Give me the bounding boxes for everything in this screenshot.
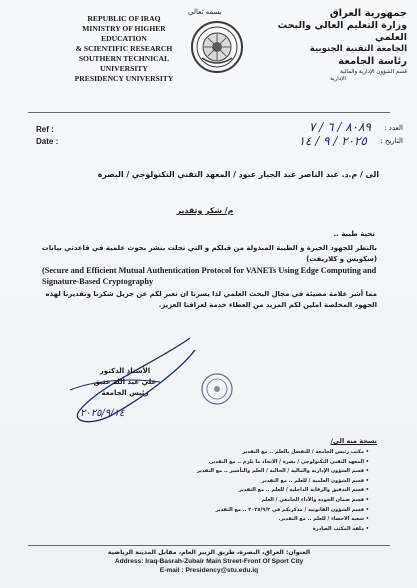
date-value: ٢٠٢٥ / ٩ / ١٤: [298, 134, 367, 148]
cc-item: • قسم الشؤون العلمية / للعلم .. مع التقدير: [69, 477, 369, 487]
bismillah: بسمه تعالى: [188, 8, 222, 16]
body-paragraph-1: بالنظر للجهود الخيرة و الطيبة المبذولة من قبلكم و التي تجلت بنشر بحوث علمية في قاعدتي بيانات (سكوبس و كلاريفت): [41, 244, 377, 263]
signatory-line: رئيس الجامعة: [101, 389, 149, 397]
number-value: ٨٠٨٩ / ٦ / ٧: [308, 120, 371, 134]
signature-date: ٢٠٢٥/٩/١٤: [80, 408, 125, 419]
subject: م/ شكر وتقدير: [176, 206, 234, 215]
number-label: العدد :: [384, 124, 403, 132]
header-en-line: MINISTRY OF HIGHER EDUCATION: [82, 24, 166, 43]
date-label: Date :: [36, 137, 59, 146]
signatory-line: الأستاذ الدكتور: [99, 367, 151, 375]
footer-arabic-address: العنوان: العراق، البصرة، طريق الزبير العام، مقابل المدينة الرياضية: [107, 549, 311, 556]
footer-rule: [28, 545, 390, 546]
cc-title: نسخة منه الى/: [330, 437, 377, 445]
header-ar-line: جمهورية العراق: [329, 8, 407, 19]
official-stamp: [200, 372, 234, 406]
header-ar-line: قسم الشؤون الإدارية والمالية: [340, 69, 407, 75]
signatory-block: [70, 366, 180, 399]
header-ar-line: وزارة التعليم العالي والبحث العلمي: [277, 20, 407, 43]
header-ar-line: الجامعة التقنية الجنوبية: [309, 44, 407, 54]
header-en-line: REPUBLIC OF IRAQ: [87, 14, 161, 23]
research-title: (Secure and Efficient Mutual Authentication Protocol for VANETs Using Edge Computing and Signature-Based Cryptography: [42, 266, 377, 286]
footer-address: Address: Iraq-Basrah-Zubair Main Street-Front Of Sport City: [114, 558, 304, 565]
header-arabic: [269, 8, 407, 83]
header-ar-line: رئاسة الجامعة: [338, 56, 407, 67]
cc-item: • شعبة الاحصاء / للعلم .. مع التقدير.: [69, 515, 369, 525]
cc-item: • مكتب رئيس الجامعة / للتفضل بالعلم .. مع التقدير: [69, 448, 369, 458]
greeting: تحية طيبة ..: [333, 230, 375, 238]
header-en-line: PRESIDENCY UNIVERSITY: [74, 74, 174, 83]
header-rule: [28, 112, 390, 113]
cc-item: • قسم التدقيق والرقابة الداخلية / للعلم .. مع التقدير: [69, 486, 369, 496]
signatory-line: علي عبد الله عتيق: [93, 378, 157, 386]
cc-item: • قسم ضمان الجودة والأداء الجامعي / العلم: [69, 496, 369, 506]
addressee: الى / م.د. عبد الناصر عبد الجبار عبود / المعهد التقني التكنولوجي / البصرة: [97, 170, 379, 179]
cc-item: • قسم الشؤون القانونية / مذكرتكم في ٢٠٢٥/٩/٢ .. مع التقدير: [69, 506, 369, 516]
footer-email: E-mail : Presidency@stu.edu.iq: [159, 567, 259, 574]
cc-item: • قسم الشؤون الإدارية والمالية / الحالية / العلم والتأشير .. مع التقدير: [69, 467, 369, 477]
header-english: [62, 14, 186, 84]
university-logo: [190, 20, 244, 74]
date-label-ar: التاريخ :: [380, 137, 403, 145]
cc-item: • ملفة المكتب الصادرة: [69, 525, 369, 535]
footer: [28, 548, 390, 575]
header-en-line: & SCIENTIFIC RESEARCH: [75, 44, 173, 53]
cc-list: [69, 448, 369, 534]
cc-item: • المعهد التقني التكنولوجي / بصرة / الاتخاذ ما يلزم .. مع التقدير.: [69, 458, 369, 468]
body-paragraph-2: مما أشر علامة مضيئة في مجال البحث العلمي لذا يسرنا ان نعبر لكم عن جزيل شكرنا وتقديرنا لهذه الجهود المخلصة املين لكم المزيد من العطاء خدمة لعراقنا العزيز.: [45, 290, 377, 309]
header-ar-line: الإدارية: [330, 76, 346, 82]
ref-labels: [36, 124, 58, 148]
header-en-line: SOUTHERN TECHNICAL UNIVERSITY: [78, 54, 170, 73]
ref-label: Ref :: [36, 125, 54, 134]
